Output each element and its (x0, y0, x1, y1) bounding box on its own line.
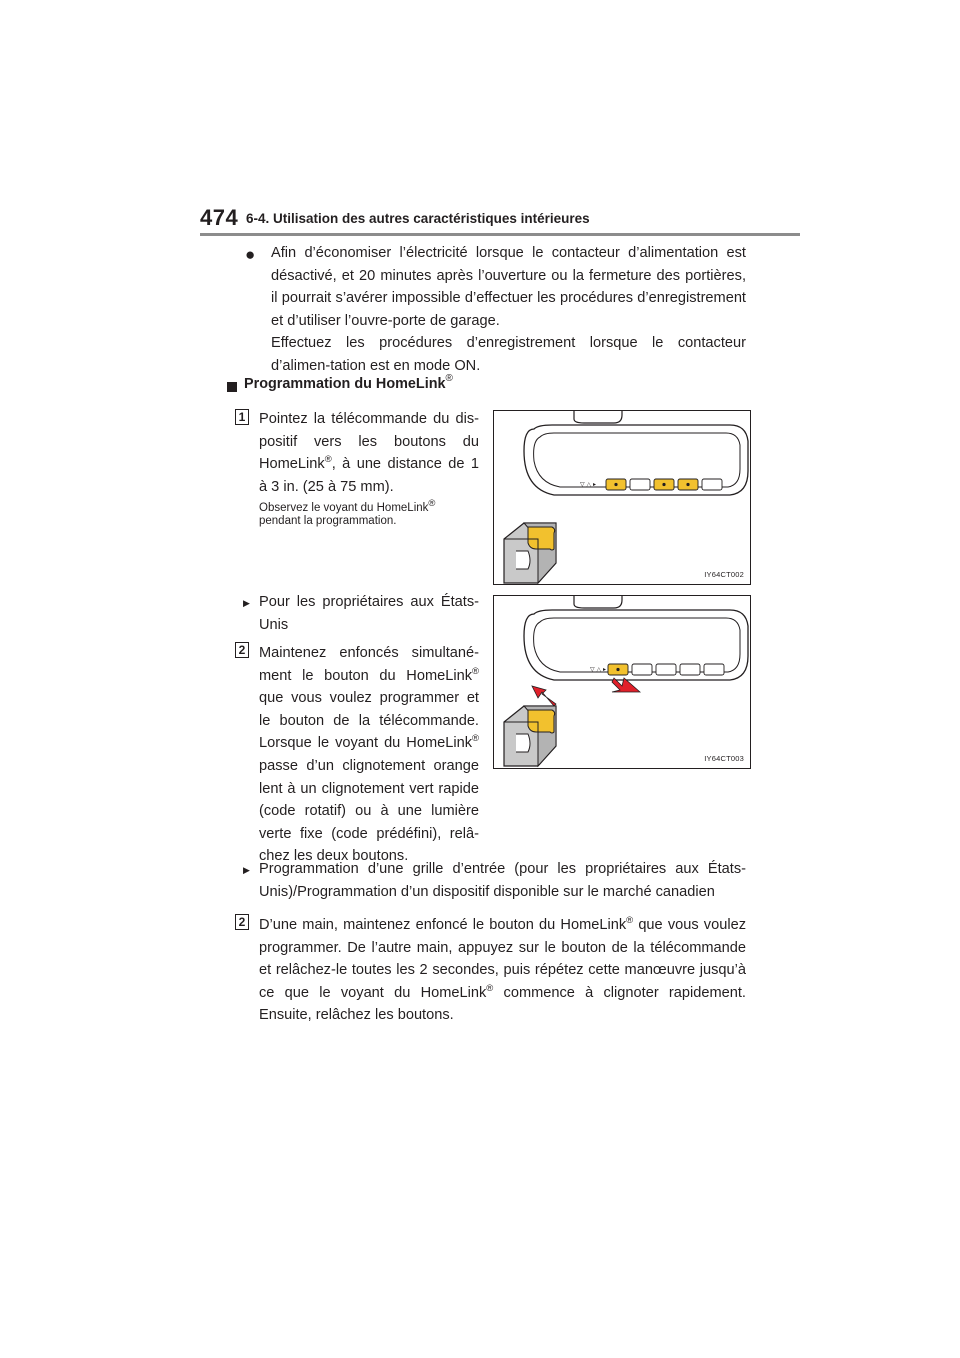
section-heading-text: Programmation du HomeLink (244, 376, 446, 392)
registered-mark: ® (324, 454, 332, 466)
step2b-text-a: D’une main, maintenez enfoncé le bouton du HomeLink (259, 917, 627, 933)
step-number-2a: 2 (235, 642, 249, 658)
figure-code-1: IY64CT002 (704, 570, 744, 579)
step1-text-a: Pointez la télécommande du dis-positif vers les boutons du HomeLink (259, 411, 479, 473)
step1-text-b: , à une distance de 1 à 3 in. (25 à 75 mm). (259, 456, 479, 495)
step2a-text-b: que vous voulez programmer et le bouton de la télécommande. Lorsque le voyant du HomeLink (259, 690, 479, 752)
mirror-illustration-2 (494, 596, 750, 768)
sub-arrow-icon: ▶ (243, 598, 250, 608)
step-number-1: 1 (235, 409, 249, 425)
step2a-text-a: Maintenez enfoncés simultané-ment le bouton du HomeLink (259, 645, 479, 684)
step1-note (259, 498, 479, 528)
step2b-subheading: Programmation d’une grille d’entrée (pour les propriétaires aux États-Unis)/Programmation d’un dispositif disponible sur le marché canadien (259, 861, 746, 900)
bullet-paragraph (271, 242, 746, 378)
bullet-text: Afin d’économiser l’électricité lorsque le contacteur d’alimentation est désactivé, et 20 minutes après l’ouverture ou la fermeture des portières, il pourrait s’avérer impossible d’effectuer les procédures d’enregistrement et d’utiliser l’ouvre-porte de garage. (271, 245, 746, 329)
sub-arrow-icon: ▶ (243, 865, 250, 875)
figure-code-2: IY64CT003 (704, 754, 744, 763)
step1-note-a: Observez le voyant du HomeLink (259, 502, 429, 514)
step2a-subheading: Pour les propriétaires aux États-Unis (259, 594, 479, 633)
section-header-title: 6-4. Utilisation des autres caractéristiques intérieures (246, 211, 590, 226)
remote-control-2 (504, 706, 556, 766)
svg-text:▽ △ ▸: ▽ △ ▸ (590, 666, 607, 673)
mirror-illustration-1 (494, 411, 750, 584)
step-number-2b: 2 (235, 914, 249, 930)
step1-text (259, 408, 479, 498)
header-rule (200, 233, 800, 236)
registered-mark: ® (445, 373, 453, 385)
registered-mark: ® (428, 498, 436, 510)
page-number: 474 (200, 205, 239, 230)
step2a-text (259, 642, 479, 868)
bullet-text-2: Effectuez les procédures d’enregistrement lorsque le contacteur d’alimen-tation est en mode ON. (271, 335, 746, 374)
section-marker-icon (227, 382, 237, 392)
step2a-text-c: passe d’un clignotement orange lent à un clignotement vert rapide (code rotatif) ou à une lumière verte fixe (code prédéfini), relâ-chez les deux boutons. (259, 757, 479, 865)
registered-mark: ® (472, 733, 479, 745)
figure-mirror-remote-2 (493, 595, 751, 769)
section-heading (244, 373, 453, 392)
step2b-text-b: que vous voulez programmer. De l’autre main, appuyez sur le bouton de la télécommande et relâchez-le toutes les 2 secondes, puis répétez cette manœuvre jusqu’à ce que le voyant du HomeLink (259, 917, 746, 1001)
svg-text:▽ △ ▸: ▽ △ ▸ (580, 481, 597, 488)
figure-mirror-remote-1 (493, 410, 751, 585)
remote-control-1 (504, 523, 556, 583)
step1-note-b: pendant la programmation. (259, 515, 397, 527)
registered-mark: ® (626, 915, 634, 927)
registered-mark: ® (472, 665, 479, 677)
step2b-text-c: commence à clignoter rapidement. Ensuite, relâchez les boutons. (259, 984, 746, 1024)
registered-mark: ® (486, 982, 494, 994)
bullet-icon: ● (245, 245, 256, 264)
step2b-text (259, 914, 746, 1027)
red-press-arrow-icon (532, 686, 556, 706)
